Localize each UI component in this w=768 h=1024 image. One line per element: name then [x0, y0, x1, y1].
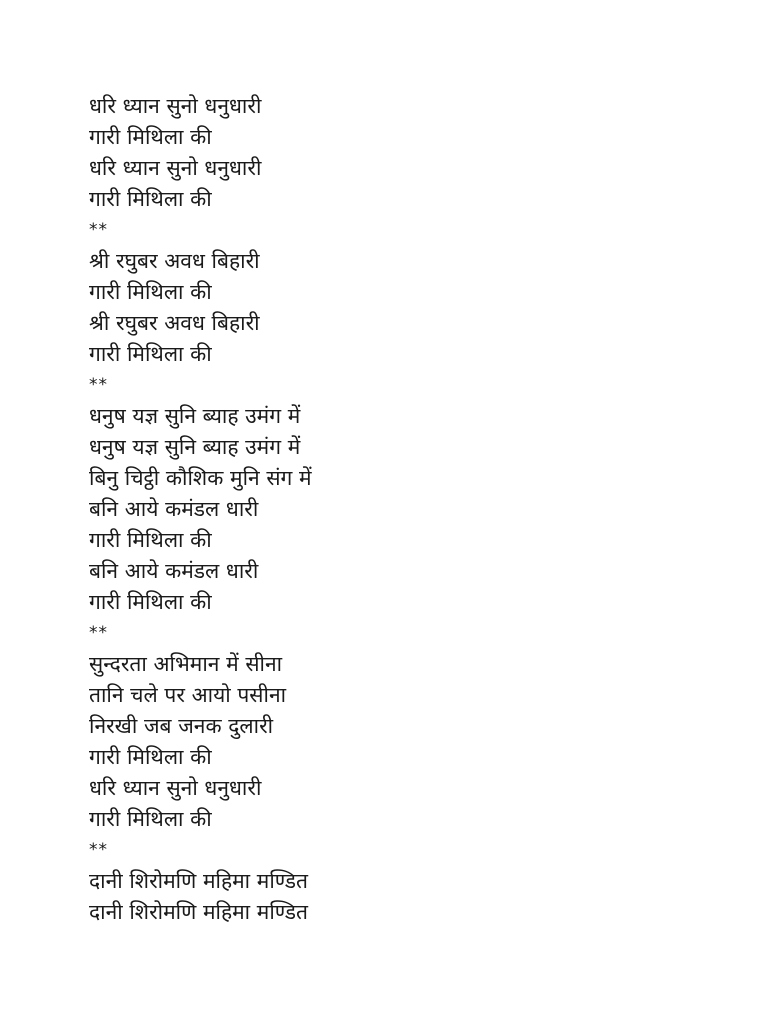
text-line: बनि आये कमंडल धारी [89, 559, 259, 583]
text-line: गारी मिथिला की [89, 590, 212, 614]
text-line: निरखी जब जनक दुलारी [89, 714, 274, 738]
separator-line: ** [89, 220, 108, 240]
text-line: धनुष यज्ञ सुनि ब्याह उमंग में [89, 435, 301, 459]
separator-line: ** [89, 840, 108, 860]
text-line: बिनु चिट्ठी कौशिक मुनि संग में [89, 466, 312, 490]
text-line: गारी मिथिला की [89, 528, 212, 552]
text-line: गारी मिथिला की [89, 125, 212, 149]
text-line: श्री रघुबर अवध बिहारी [89, 311, 260, 335]
separator-line: ** [89, 623, 108, 643]
text-line: दानी शिरोमणि महिमा मण्डित [89, 900, 308, 924]
lyrics-text [89, 91, 312, 928]
text-line: तानि चले पर आयो पसीना [89, 683, 287, 707]
text-line: गारी मिथिला की [89, 187, 212, 211]
text-line: श्री रघुबर अवध बिहारी [89, 249, 260, 273]
text-line: दानी शिरोमणि महिमा मण्डित [89, 869, 308, 893]
text-line: धरि ध्यान सुनो धनुधारी [89, 776, 262, 800]
text-line: धनुष यज्ञ सुनि ब्याह उमंग में [89, 404, 301, 428]
text-line: धरि ध्यान सुनो धनुधारी [89, 94, 262, 118]
text-line: बनि आये कमंडल धारी [89, 497, 259, 521]
text-line: गारी मिथिला की [89, 342, 212, 366]
text-line: गारी मिथिला की [89, 807, 212, 831]
separator-line: ** [89, 375, 108, 395]
text-line: धरि ध्यान सुनो धनुधारी [89, 156, 262, 180]
text-line: सुन्दरता अभिमान में सीना [89, 652, 283, 676]
text-line: गारी मिथिला की [89, 280, 212, 304]
text-line: गारी मिथिला की [89, 745, 212, 769]
